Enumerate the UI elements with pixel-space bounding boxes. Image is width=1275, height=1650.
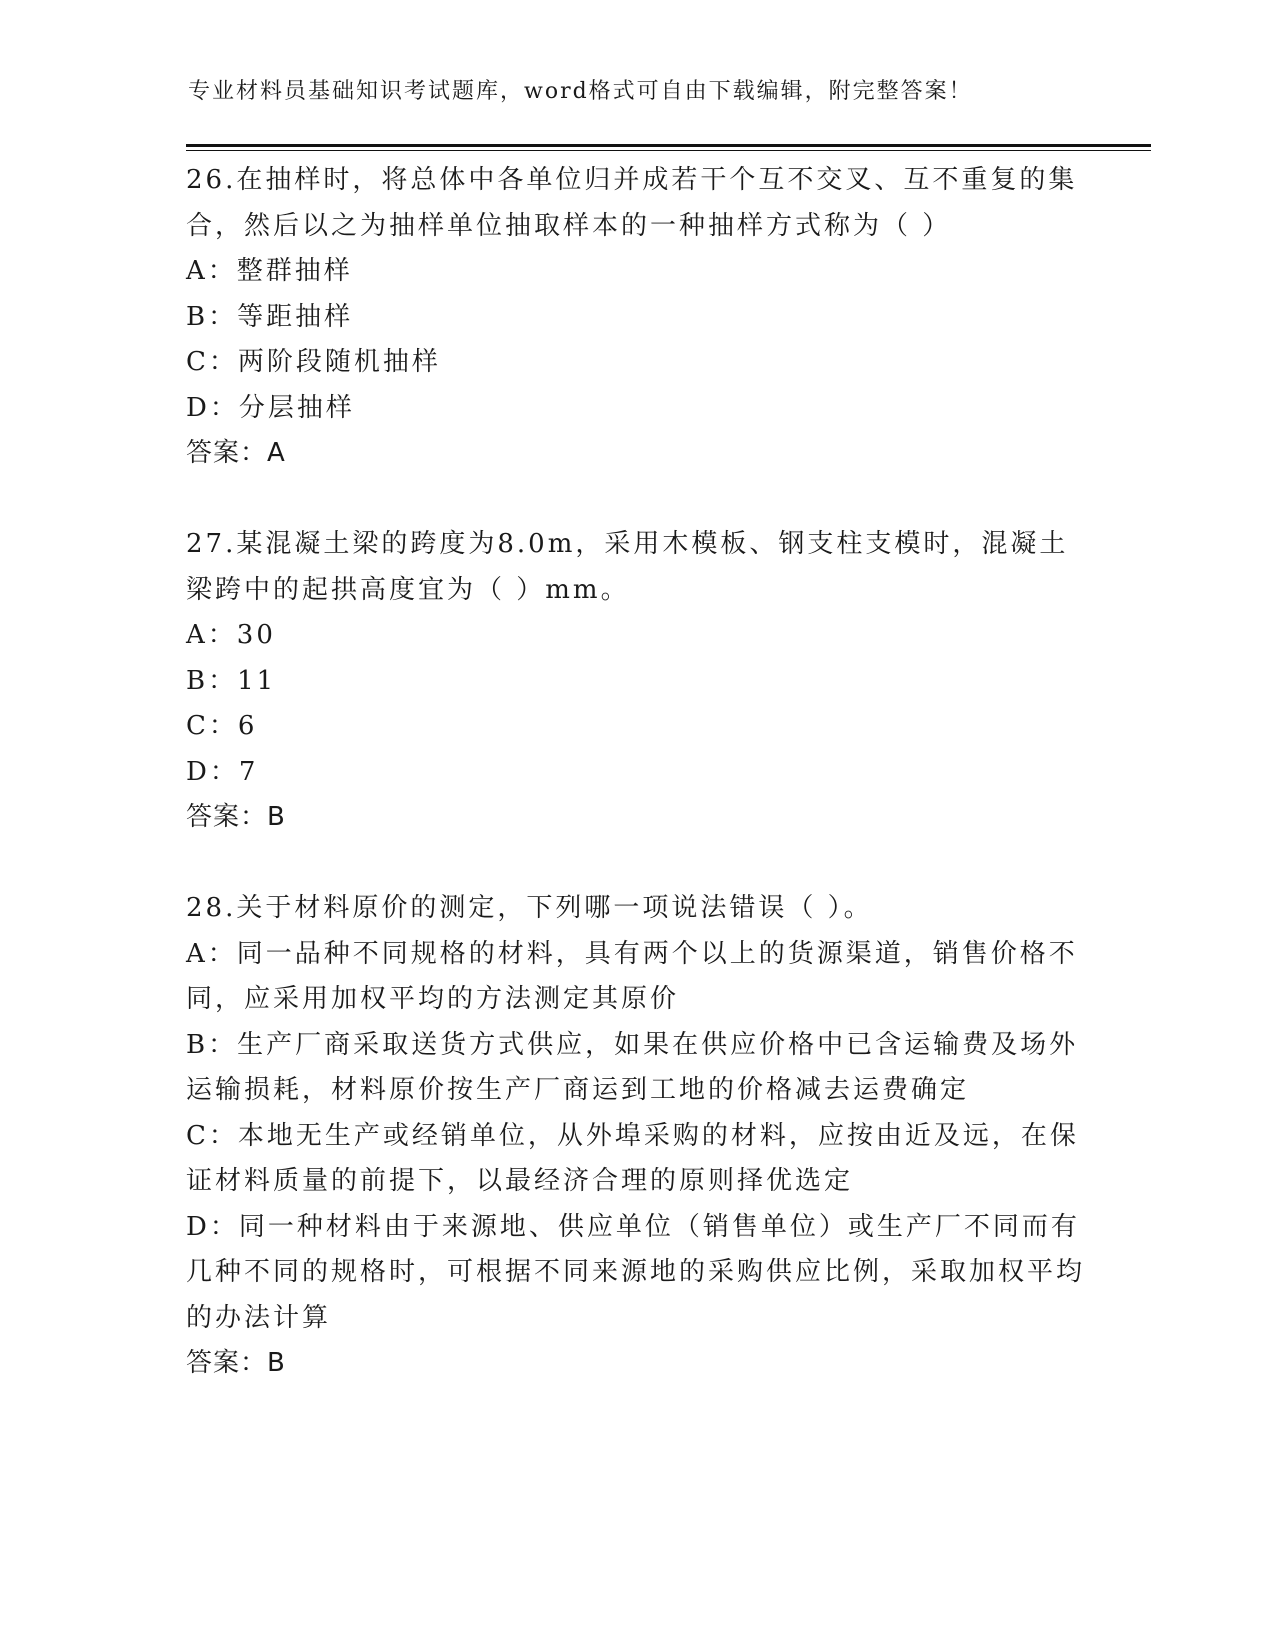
question-text: 26.在抽样时，将总体中各单位归并成若干个互不交叉、互不重复的集合，然后以之为抽样单位抽取样本的一种抽样方式称为（ ） [186, 165, 1078, 241]
option-d: D：同一种材料由于来源地、供应单位（销售单位）或生产厂不同而有几种不同的规格时，可根据不同来源地的采购供应比例，采取加权平均的办法计算 [186, 1211, 1086, 1333]
option-c: C：两阶段随机抽样 [186, 347, 441, 377]
question-spacer [186, 841, 1086, 887]
option-c: C：本地无生产或经销单位，从外埠采购的材料，应按由近及远，在保证材料质量的前提下，以最经济合理的原则择优选定 [186, 1120, 1079, 1196]
option-c: C：6 [186, 711, 258, 741]
question-26 [186, 158, 1086, 477]
answer: 答案：B [186, 1348, 286, 1378]
question-text: 27.某混凝土梁的跨度为8.0m，采用木模板、钢支柱支模时，混凝土梁跨中的起拱高度宜为（ ）mm。 [186, 529, 1069, 605]
answer: 答案：A [186, 438, 286, 468]
question-list [186, 158, 1086, 1387]
question-28 [186, 886, 1086, 1387]
answer: 答案：B [186, 802, 286, 832]
header-rule-thin [186, 150, 1151, 151]
option-a: A：同一品种不同规格的材料，具有两个以上的货源渠道，销售价格不同，应采用加权平均的方法测定其原价 [186, 938, 1078, 1014]
option-a: A：整群抽样 [186, 256, 353, 286]
option-d: D：分层抽样 [186, 392, 355, 423]
option-b: B：11 [186, 665, 277, 696]
option-b: B：等距抽样 [186, 301, 354, 332]
header-rule-thick [186, 144, 1151, 147]
option-b: B：生产厂商采取送货方式供应，如果在供应价格中已含运输费及场外运输损耗，材料原价按生产厂商运到工地的价格减去运费确定 [186, 1029, 1079, 1105]
question-text: 28.关于材料原价的测定，下列哪一项说法错误（ ）。 [186, 893, 873, 923]
question-27 [186, 522, 1086, 841]
option-a: A：30 [186, 620, 276, 650]
page-header: 专业材料员基础知识考试题库，word格式可自由下载编辑，附完整答案！ [188, 79, 973, 104]
option-d: D：7 [186, 756, 259, 787]
question-spacer [186, 477, 1086, 523]
